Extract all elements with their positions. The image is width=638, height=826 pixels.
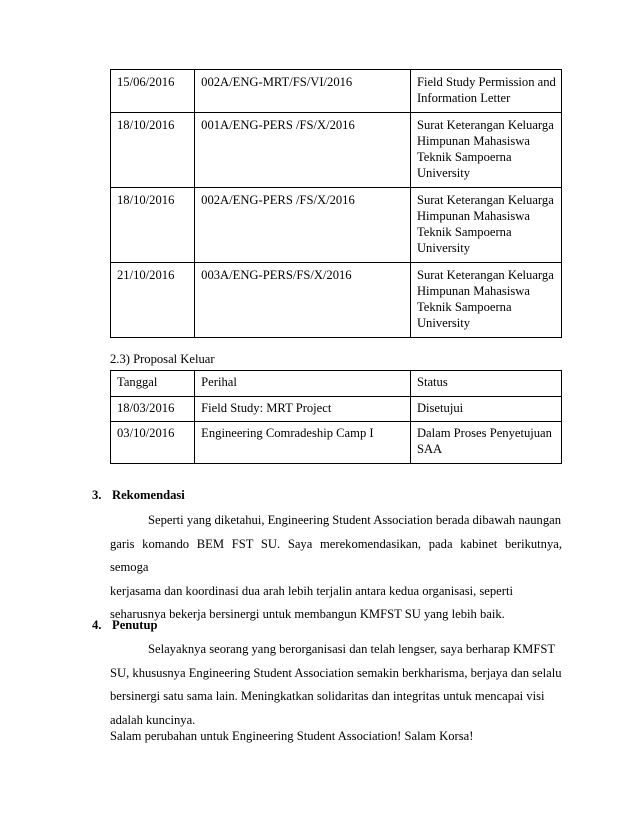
table-row [111,396,562,422]
table-cell: 15/06/2016 [111,70,195,113]
table-cell: 001A/ENG-PERS /FS/X/2016 [195,113,411,188]
table-row [111,263,562,338]
paragraph-rekomendasi [110,509,562,627]
table-cell: Field Study Permission and Information Letter [410,70,561,113]
table-row [111,70,562,113]
table-cell: 03/10/2016 [111,422,195,463]
paragraph-line: SU, khususnya Engineering Student Association semakin berkharisma, berjaya dan selalu [110,665,562,680]
table-cell: 18/10/2016 [111,188,195,263]
table-cell: 003A/ENG-PERS/FS/X/2016 [195,263,411,338]
table-row [111,422,562,463]
table-row [111,188,562,263]
section-heading-penutup [92,618,158,634]
table-header-row [111,371,562,397]
section-number: 3. [92,488,102,502]
outgoing-letters-table [110,69,562,338]
paragraph-line: seharusnya bekerja bersinergi untuk membangun KMFST SU yang lebih baik. [110,607,505,621]
section-number: 4. [92,618,102,632]
section-title: Rekomendasi [112,488,185,502]
section-title-proposal-keluar: 2.3) Proposal Keluar [110,352,215,366]
paragraph-line: Selayaknya seorang yang berorganisasi dan telah lengser, saya berharap KMFST [148,642,556,656]
column-header: Tanggal [111,371,195,397]
section-heading-rekomendasi [92,488,185,504]
paragraph-line: bersinergi satu sama lain. Meningkatkan solidaritas dan integritas untuk mencapai visi [110,689,545,703]
table-cell: 18/10/2016 [111,113,195,188]
column-header: Perihal [195,371,411,397]
table-cell: Surat Keterangan Keluarga Himpunan Mahasiswa Teknik Sampoerna University [410,113,561,188]
table-cell: Field Study: MRT Project [195,396,411,422]
paragraph-penutup [110,638,562,732]
table-cell: Surat Keterangan Keluarga Himpunan Mahasiswa Teknik Sampoerna University [410,263,561,338]
table-cell: Disetujui [410,396,561,422]
table-cell: 18/03/2016 [111,396,195,422]
column-header: Status [410,371,561,397]
paragraph-line: garis komando BEM FST SU. Saya merekomendasikan, pada kabinet berikutnya, semoga [110,536,562,574]
paragraph-line: Seperti yang diketahui, Engineering Student Association berada dibawah naungan [148,513,562,527]
table-cell: 21/10/2016 [111,263,195,338]
section-title: Penutup [112,618,158,632]
outgoing-proposals-table [110,370,562,464]
closing-line: Salam perubahan untuk Engineering Student Association! Salam Korsa! [110,729,474,743]
table-cell: Engineering Comradeship Camp I [195,422,411,463]
table-row [111,113,562,188]
paragraph-line: adalah kuncinya. [110,712,196,727]
paragraph-line: kerjasama dan koordinasi dua arah lebih terjalin antara kedua organisasi, seperti [110,583,513,598]
table-cell: Surat Keterangan Keluarga Himpunan Mahasiswa Teknik Sampoerna University [410,188,561,263]
table-cell: Dalam Proses Penyetujuan SAA [410,422,561,463]
table-cell: 002A/ENG-MRT/FS/VI/2016 [195,70,411,113]
table-cell: 002A/ENG-PERS /FS/X/2016 [195,188,411,263]
